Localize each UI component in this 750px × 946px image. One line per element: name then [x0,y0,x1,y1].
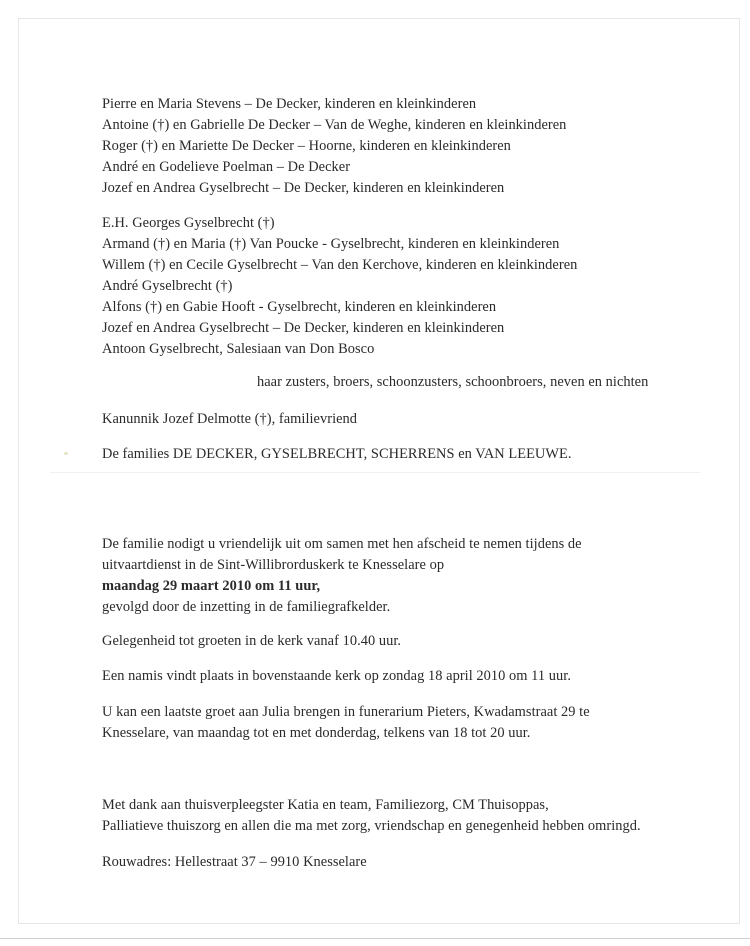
service-date: maandag 29 maart 2010 om 11 uur, [102,578,321,594]
invitation-line-1: De familie nodigt u vriendelijk uit om samen met hen afscheid te nemen tijdens de [102,536,582,552]
thanks-line-2: Palliatieve thuiszorg en allen die ma met zorg, vriendschap en genegenheid hebben omringd. [102,818,641,834]
funeral-home-line-2: Knesselare, van maandag tot en met donderdag, telkens van 18 tot 20 uur. [102,725,531,741]
family2-line-4: André Gyselbrecht (†) [102,278,233,294]
family2-line-6: Jozef en Andrea Gyselbrecht – De Decker, kinderen en kleinkinderen [102,320,505,336]
family2-line-2: Armand (†) en Maria (†) Van Poucke - Gyselbrecht, kinderen en kleinkinderen [102,236,560,252]
section-fold-divider [50,472,700,473]
family2-line-3: Willem (†) en Cecile Gyselbrecht – Van den Kerchove, kinderen en kleinkinderen [102,257,578,273]
family2-line-7: Antoon Gyselbrecht, Salesiaan van Don Bosco [102,341,375,357]
paper-speck [64,452,68,455]
friend-line: Kanunnik Jozef Delmotte (†), familievriend [102,411,358,427]
family2-line-5: Alfons (†) en Gabie Hooft - Gyselbrecht, kinderen en kleinkinderen [102,299,497,315]
family2-line-1: E.H. Georges Gyselbrecht (†) [102,215,275,231]
family-line-1: Pierre en Maria Stevens – De Decker, kinderen en kleinkinderen [102,96,477,112]
address-line: Rouwadres: Hellestraat 37 – 9910 Knesselare [102,854,367,870]
greeting-line: Gelegenheid tot groeten in de kerk vanaf 10.40 uur. [102,633,402,649]
family-line-2: Antoine (†) en Gabrielle De Decker – Van de Weghe, kinderen en kleinkinderen [102,117,567,133]
families-line: De families DE DECKER, GYSELBRECHT, SCHERRENS en VAN LEEUWE. [102,446,572,462]
thanks-line-1: Met dank aan thuisverpleegster Katia en team, Familiezorg, CM Thuisoppas, [102,797,549,813]
family-line-5: Jozef en Andrea Gyselbrecht – De Decker, kinderen en kleinkinderen [102,180,505,196]
funeral-home-line-1: U kan een laatste groet aan Julia brengen in funerarium Pieters, Kwadamstraat 29 te [102,704,590,720]
family-line-4: André en Godelieve Poelman – De Decker [102,159,351,175]
invitation-line-2: uitvaartdienst in de Sint-Willibrorduskerk te Knesselare op [102,557,445,573]
relatives-line: haar zusters, broers, schoonzusters, schoonbroers, neven en nichten [257,374,649,390]
page-bottom-rule [0,938,750,939]
family-line-3: Roger (†) en Mariette De Decker – Hoorne, kinderen en kleinkinderen [102,138,511,154]
mass-line: Een namis vindt plaats in bovenstaande kerk op zondag 18 april 2010 om 11 uur. [102,668,571,684]
invitation-line-4: gevolgd door de inzetting in de familiegrafkelder. [102,599,391,615]
